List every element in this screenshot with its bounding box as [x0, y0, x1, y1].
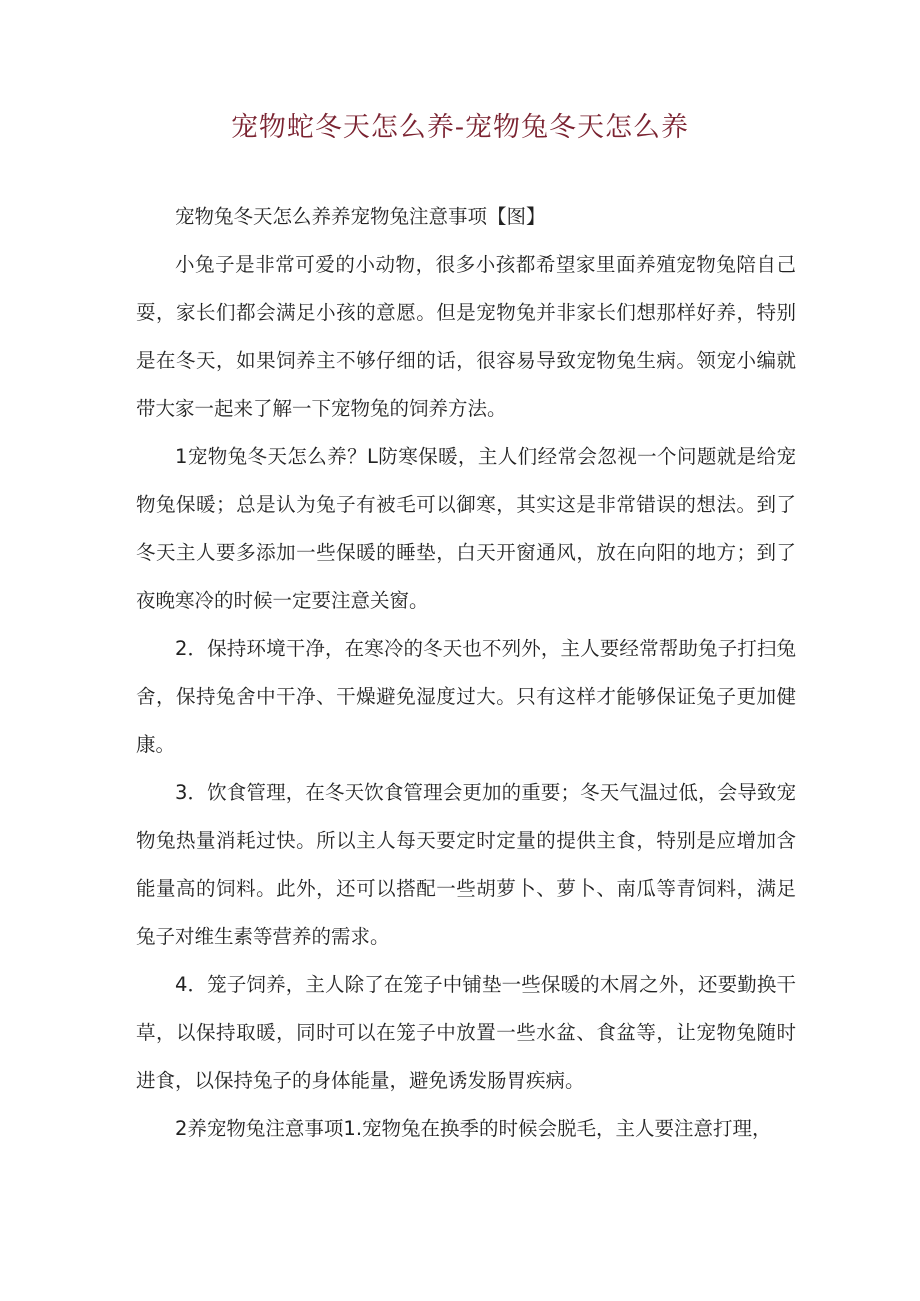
- paragraph-intro: 小兔子是非常可爱的小动物，很多小孩都希望家里面养殖宠物兔陪自己耍，家长们都会满足小孩的意愿。但是宠物兔并非家长们想那样好养，特别是在冬天，如果饲养主不够仔细的话，很容易导致宠物兔生病。领宠小编就带大家一起来了解一下宠物兔的饲养方法。: [136, 253, 796, 420]
- document-body: [136, 193, 796, 1153]
- paragraph-1: 1宠物兔冬天怎么养？L防寒保暖，主人们经常会忽视一个问题就是给宠物兔保暖；总是认为兔子有被毛可以御寒，其实这是非常错误的想法。到了冬天主人要多添加一些保暖的睡垫，白天开窗通风，放在向阳的地方；到了夜晚寒冷的时候一定要注意关窗。: [136, 445, 796, 612]
- paragraph-notes: 2养宠物兔注意事项1.宠物兔在换季的时候会脱毛，主人要注意打理，: [175, 1117, 772, 1140]
- paragraph-3: 3．饮食管理，在冬天饮食管理会更加的重要；冬天气温过低，会导致宠物兔热量消耗过快。所以主人每天要定时定量的提供主食，特别是应增加含能量高的饲料。此外，还可以搭配一些胡萝卜、萝卜、南瓜等青饲料，满足兔子对维生素等营养的需求。: [136, 781, 796, 948]
- paragraph-4: 4．笼子饲养，主人除了在笼子中铺垫一些保暖的木屑之外，还要勤换干草，以保持取暖，同时可以在笼子中放置一些水盆、食盆等，让宠物兔随时进食，以保持兔子的身体能量，避免诱发肠胃疾病。: [136, 973, 796, 1092]
- paragraph-2: 2．保持环境干净，在寒冷的冬天也不列外，主人要经常帮助兔子打扫兔舍，保持兔舍中干净、干燥避免湿度过大。只有这样才能够保证兔子更加健康。: [136, 637, 796, 756]
- subtitle: 宠物兔冬天怎么养养宠物兔注意事项【图】: [175, 205, 546, 228]
- page-title: 宠物蛇冬天怎么养-宠物兔冬天怎么养: [230, 112, 690, 143]
